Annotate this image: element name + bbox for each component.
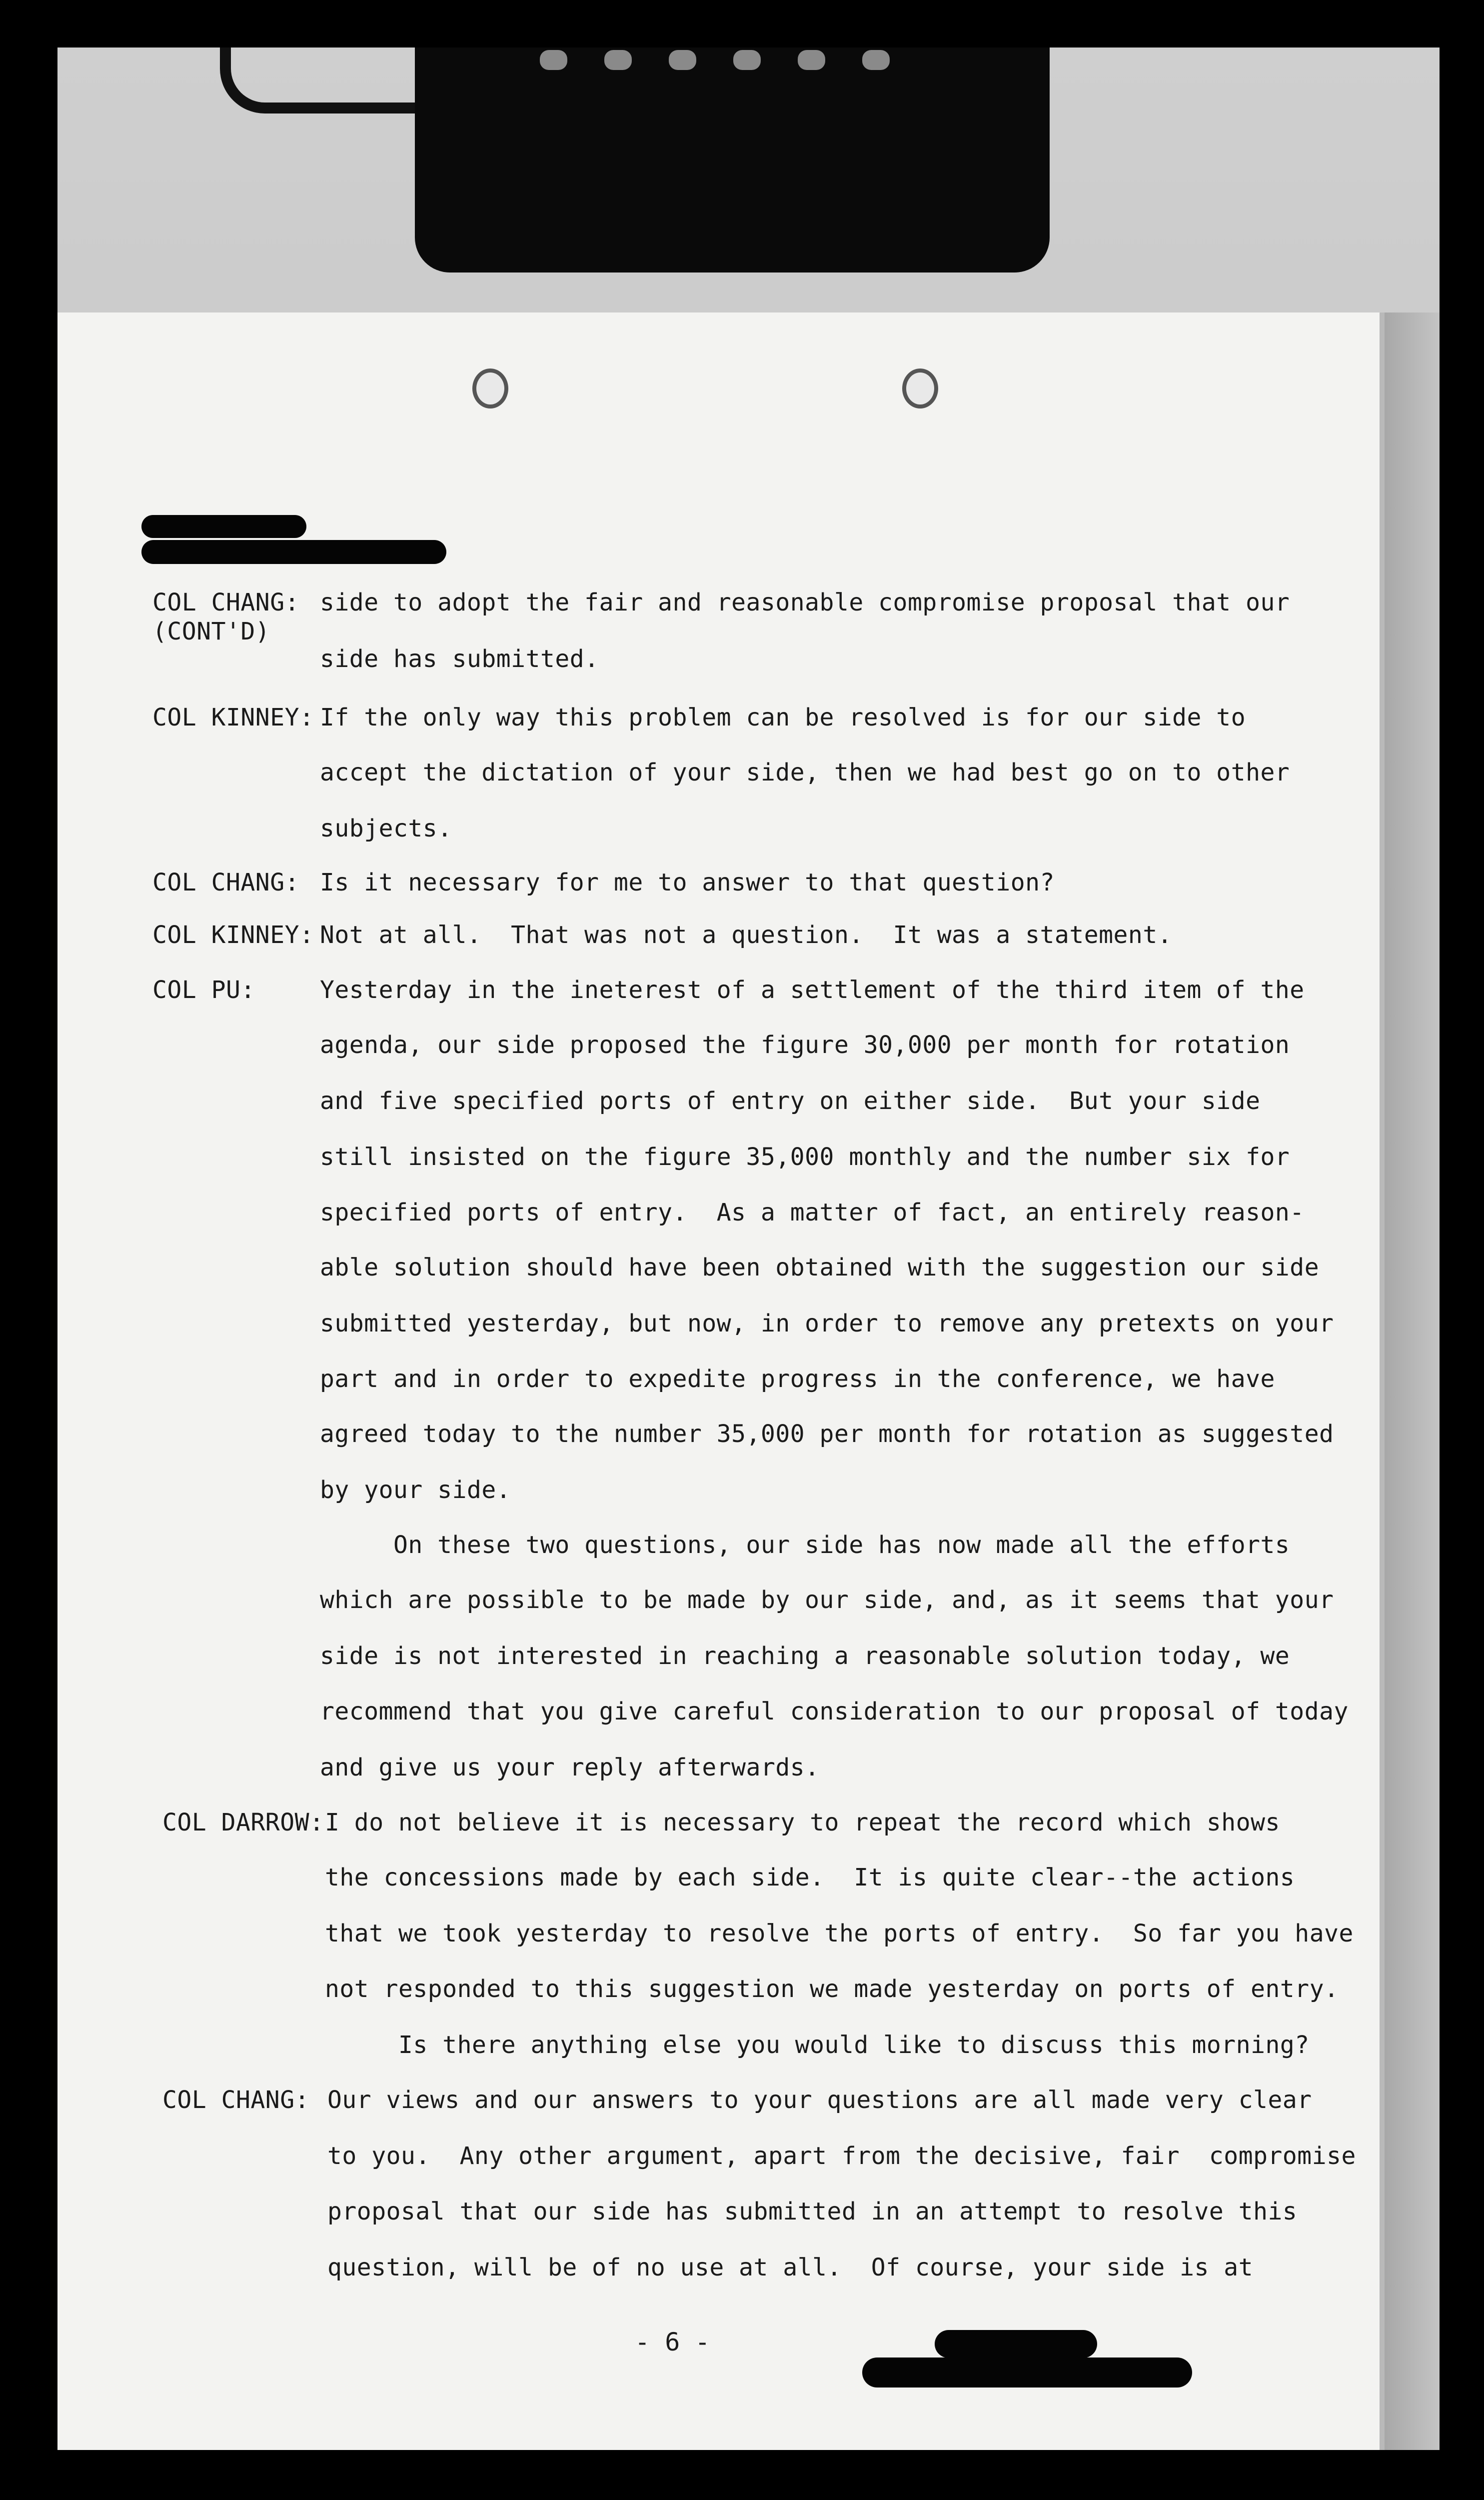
transcript-line: Our views and our answers to your questions are all made very clear	[327, 2086, 1312, 2114]
transcript-line: part and in order to expedite progress in the conference, we have	[320, 1365, 1275, 1393]
transcript-line: side to adopt the fair and reasonable compromise proposal that our	[320, 588, 1290, 616]
transcript-line: question, will be of no use at all. Of course, your side is at	[327, 2254, 1254, 2282]
redaction-footer-2	[862, 2358, 1192, 2388]
speaker-label: COL KINNEY:	[152, 704, 314, 732]
transcript-line: which are possible to be made by our side, and, as it seems that your	[320, 1586, 1334, 1614]
speaker-label: COL PU:	[152, 976, 255, 1004]
speaker-label: COL KINNEY:	[152, 921, 314, 949]
transcript-line: by your side.	[320, 1476, 511, 1504]
transcript-line: the concessions made by each side. It is quite clear--the actions	[325, 1864, 1295, 1892]
transcript-line: to you. Any other argument, apart from the decisive, fair compromise	[327, 2142, 1356, 2170]
redaction-header-1	[141, 515, 306, 538]
page-number: - 6 -	[635, 2328, 710, 2356]
speaker-label: COL CHANG:	[152, 588, 299, 616]
punch-hole-right	[902, 368, 938, 408]
transcript-line: If the only way this problem can be resolved is for our side to	[320, 704, 1246, 732]
punch-hole-left	[472, 368, 508, 408]
transcript-line: that we took yesterday to resolve the ports of entry. So far you have	[325, 1920, 1354, 1948]
transcript-line: Not at all. That was not a question. It was a statement.	[320, 921, 1173, 949]
transcript-line: still insisted on the figure 35,000 monthly and the number six for	[320, 1143, 1290, 1171]
transcript-line: not responded to this suggestion we made yesterday on ports of entry.	[325, 1975, 1339, 2003]
sheet-edge	[1380, 312, 1440, 2450]
redaction-footer-1	[935, 2330, 1097, 2358]
speaker-label: COL CHANG:	[162, 2086, 309, 2114]
transcript-line: recommend that you give careful consideration to our proposal of today	[320, 1698, 1349, 1726]
transcript-line: Yesterday in the ineterest of a settlement of the third item of the	[320, 976, 1305, 1004]
transcript-line: and give us your reply afterwards.	[320, 1754, 820, 1782]
transcript-line: On these two questions, our side has now made all the efforts	[320, 1531, 1290, 1559]
binder-clip	[415, 48, 1050, 272]
transcript-line: proposal that our side has submitted in an attempt to resolve this	[327, 2198, 1298, 2226]
speaker-label: (CONT'D)	[152, 618, 270, 646]
transcript-line: agenda, our side proposed the figure 30,000 per month for rotation	[320, 1031, 1290, 1059]
redaction-header-2	[141, 540, 446, 564]
transcript-line: I do not believe it is necessary to repeat the record which shows	[325, 1808, 1280, 1836]
transcript-line: agreed today to the number 35,000 per month for rotation as suggested	[320, 1420, 1334, 1448]
transcript-line: Is it necessary for me to answer to that question?	[320, 868, 1055, 896]
speaker-label: COL CHANG:	[152, 868, 299, 896]
transcript-line: submitted yesterday, but now, in order to remove any pretexts on your	[320, 1310, 1334, 1338]
transcript-line: side has submitted.	[320, 645, 599, 673]
speaker-label: COL DARROW:	[162, 1808, 324, 1836]
transcript-line: able solution should have been obtained with the suggestion our side	[320, 1254, 1320, 1282]
transcript-line: accept the dictation of your side, then we had best go on to other	[320, 758, 1290, 786]
transcript-line: and five specified ports of entry on either side. But your side	[320, 1087, 1261, 1115]
transcript-line: subjects.	[320, 814, 452, 842]
binder-clip-ridges	[540, 50, 890, 75]
transcript-line: side is not interested in reaching a reasonable solution today, we	[320, 1642, 1290, 1670]
transcript-line: Is there anything else you would like to discuss this morning?	[325, 2031, 1310, 2059]
transcript-line: specified ports of entry. As a matter of fact, an entirely reason-	[320, 1198, 1305, 1226]
